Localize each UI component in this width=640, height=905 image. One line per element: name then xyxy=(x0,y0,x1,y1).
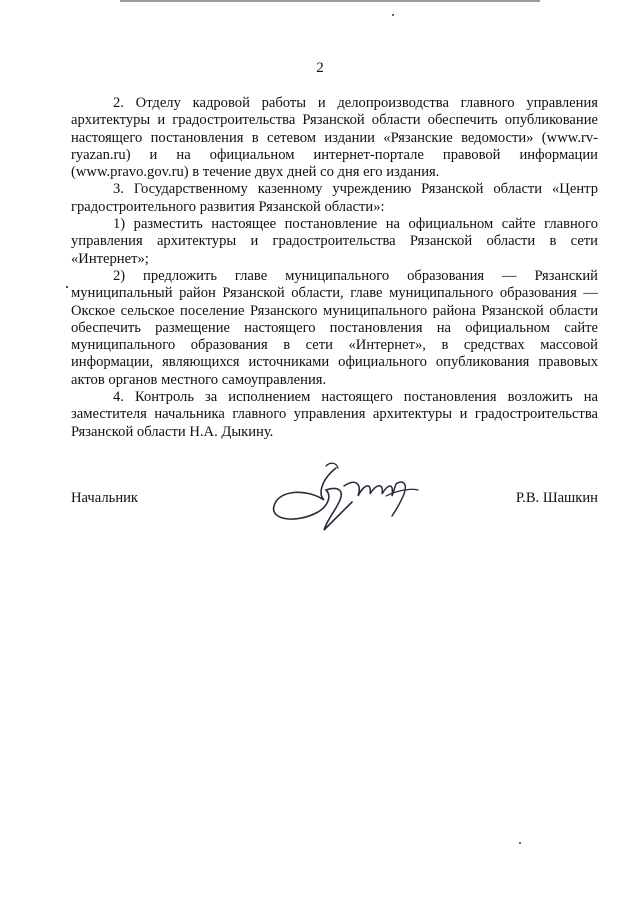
scan-speck xyxy=(66,286,68,288)
page-number: 2 xyxy=(316,60,324,76)
signer-name: Р.В. Шашкин xyxy=(515,490,598,506)
paragraph-item-3: 3. Государственному казенному учреждению Рязанской области «Центр градостроительного развития Рязанской области»: xyxy=(71,181,598,215)
scan-edge-line xyxy=(120,0,540,2)
paragraph-item-4: 4. Контроль за исполнением настоящего постановления возложить на заместителя начальника главного управления архитектуры и градостроительства Рязанской области Н.А. Дыкину. xyxy=(71,389,598,440)
paragraph-item-2: 2. Отделу кадровой работы и делопроизводства главного управления архитектуры и градостроительства Рязанской области обеспечить опубликование настоящего постановления в сетевом издании «Рязанские ведомости» (www.rv-ryazan.ru) и на официальном интернет-портале правовой информации (www.pravo.gov.ru) в течение двух дней со дня его издания. xyxy=(71,95,598,181)
paragraph-subitem-1: 1) разместить настоящее постановление на официальном сайте главного управления архитектуры и градостроительства Рязанской области в сети «Интернет»; xyxy=(71,216,598,267)
signer-position: Начальник xyxy=(71,490,139,506)
handwritten-signature-icon xyxy=(266,460,466,540)
document-body xyxy=(71,95,598,441)
paragraph-subitem-2: 2) предложить главе муниципального образования — Рязанский муниципальный район Рязанской области, главе муниципального образования — Окское сельское поселение Рязанского муниципального района Рязанской области обеспечить размещение настоящего постановления на официальном сайте муниципального образования в сети «Интернет», в средствах массовой информации, являющихся источниками официального опубликования правовых актов органов местного самоуправления. xyxy=(71,267,598,388)
signature-block xyxy=(71,462,598,542)
scan-speck xyxy=(519,842,521,844)
scan-speck xyxy=(392,14,394,16)
